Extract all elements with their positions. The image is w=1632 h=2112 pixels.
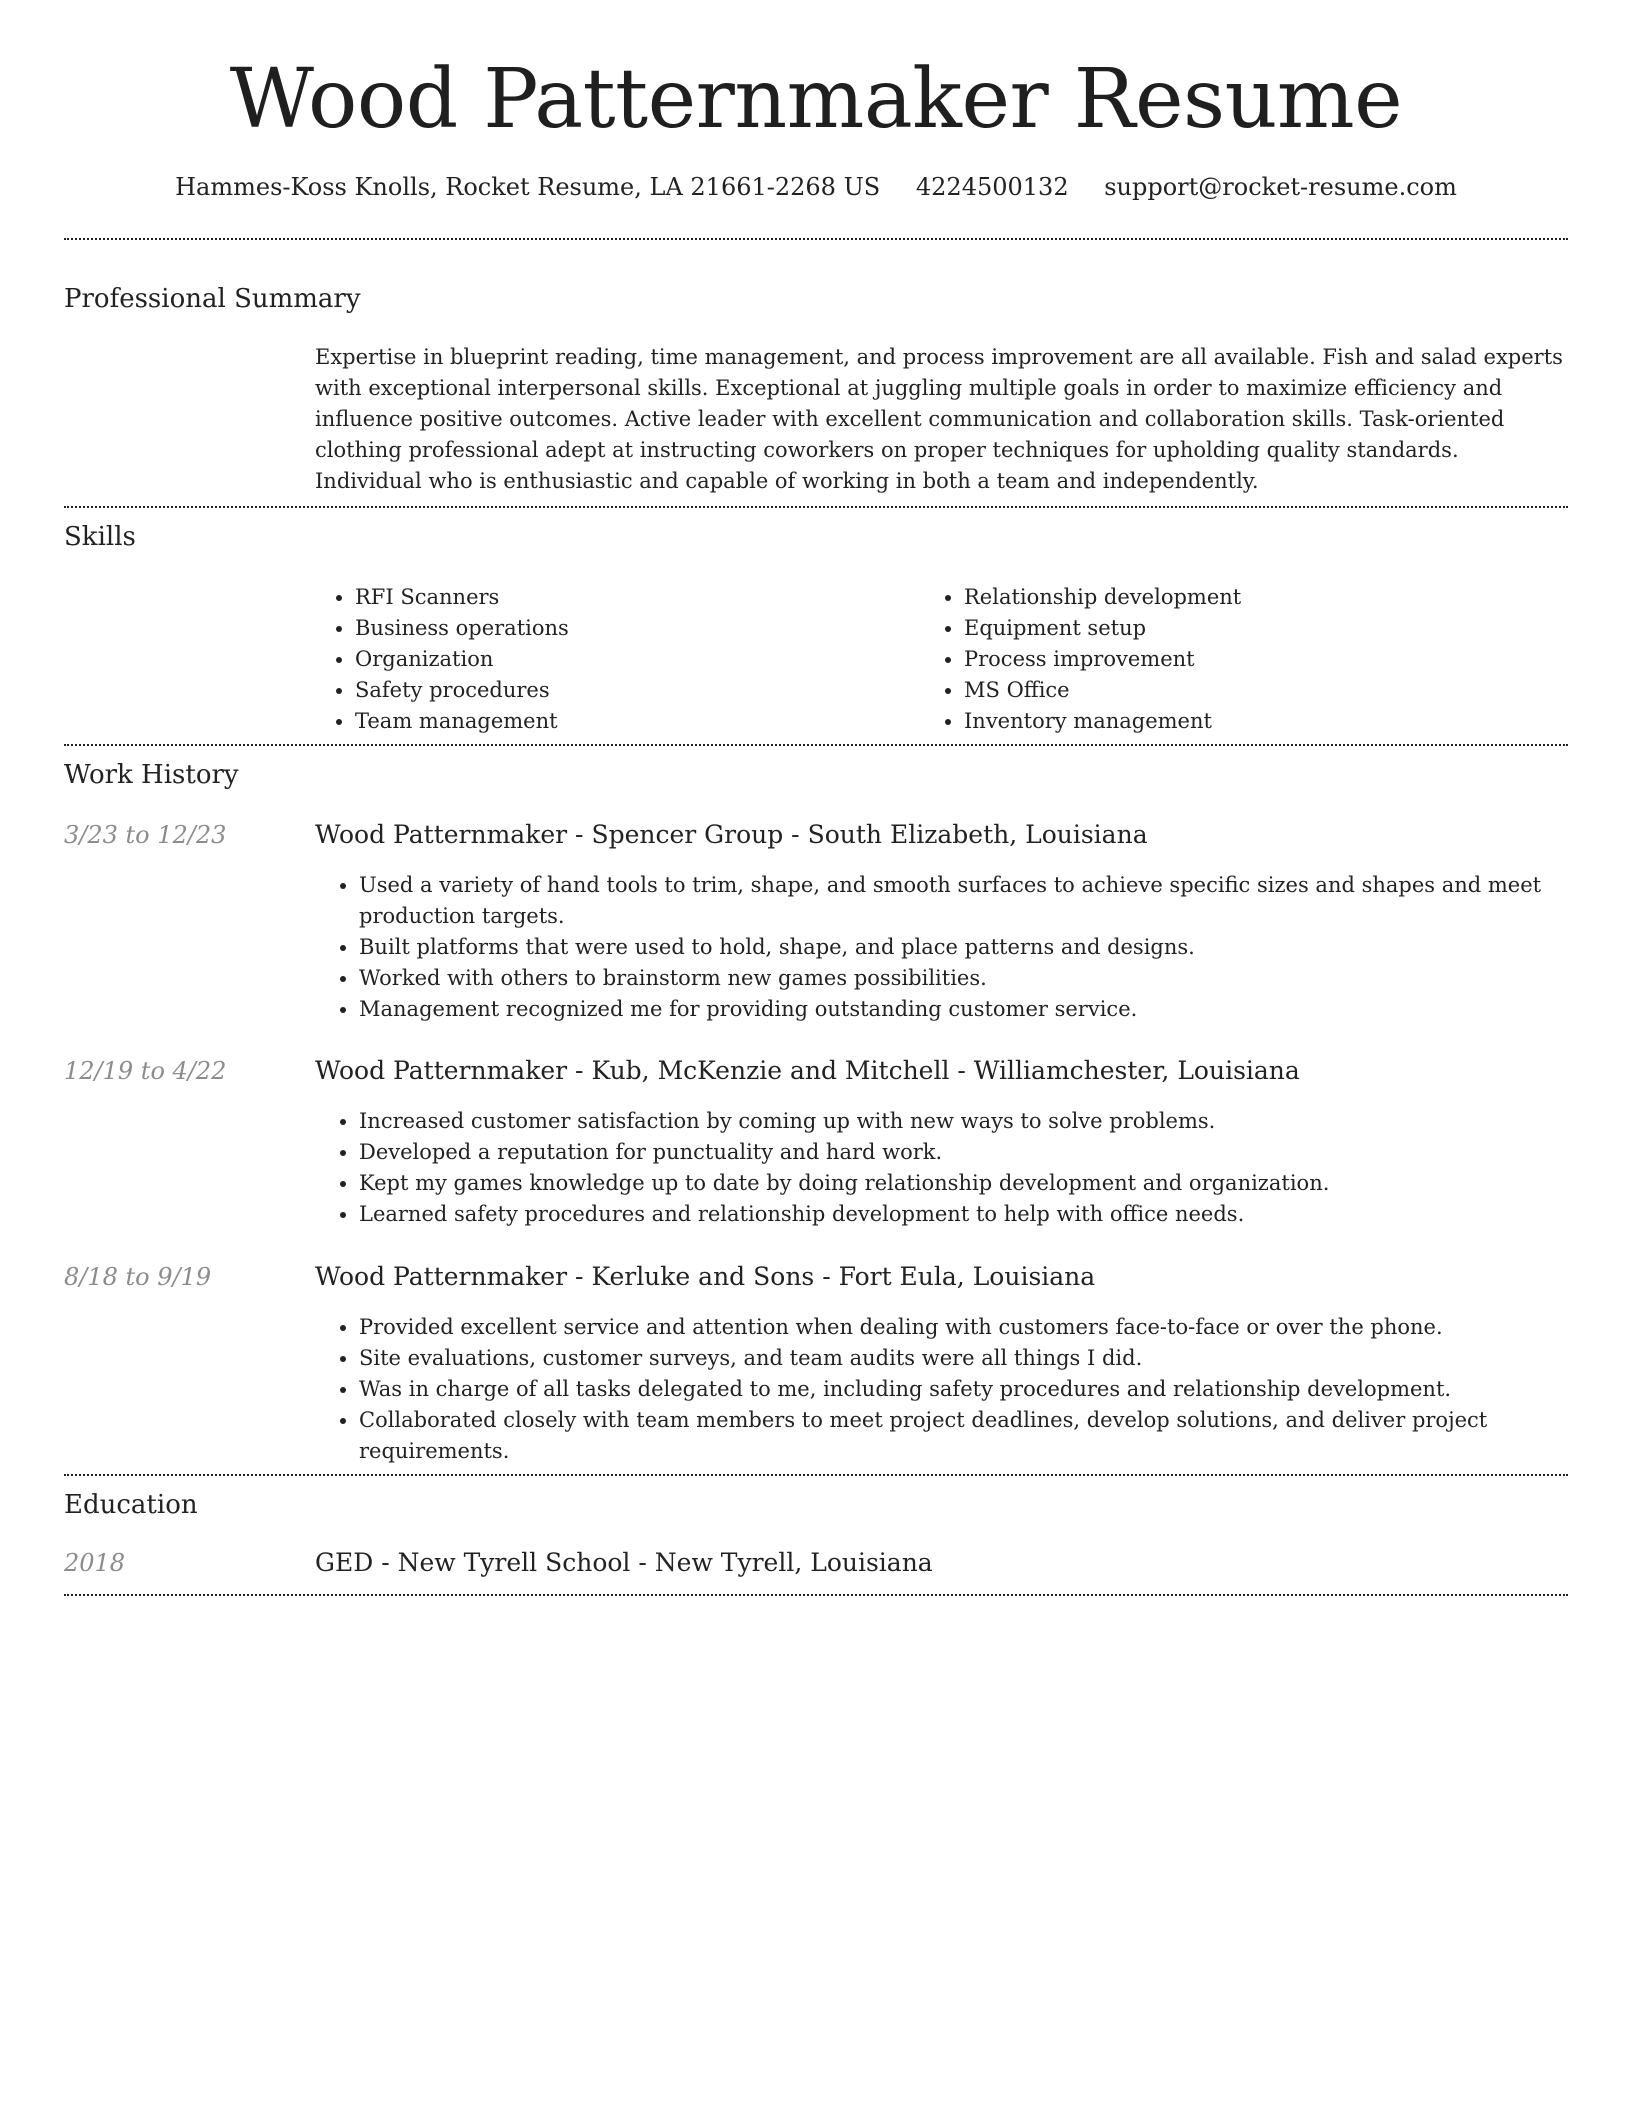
job-bullets [315, 870, 1559, 1025]
skill-item: • Organization [355, 644, 915, 675]
job-bullet: • Built platforms that were used to hold, shape, and place patterns and designs. [359, 932, 1559, 963]
skill-item: • Business operations [355, 613, 915, 644]
section-title-summary: Professional Summary [64, 284, 361, 314]
skill-item: • Safety procedures [355, 675, 915, 706]
education-entry: GED - New Tyrell School - New Tyrell, Louisiana [315, 1548, 933, 1577]
section-title-education: Education [64, 1490, 198, 1520]
job-bullet: • Was in charge of all tasks delegated to me, including safety procedures and relationship development. [359, 1374, 1559, 1405]
job-bullet: • Worked with others to brainstorm new games possibilities. [359, 963, 1559, 994]
contact-line [0, 170, 1632, 204]
divider [64, 1474, 1568, 1476]
divider [64, 744, 1568, 746]
skill-item: • Inventory management [964, 706, 1564, 737]
skill-item: • Equipment setup [964, 613, 1564, 644]
skill-item: • MS Office [964, 675, 1564, 706]
job-bullet: • Provided excellent service and attention when dealing with customers face-to-face or over the phone. [359, 1312, 1559, 1343]
job-dates: 3/23 to 12/23 [64, 821, 227, 849]
skill-item: • Relationship development [964, 582, 1564, 613]
job-bullet: • Increased customer satisfaction by coming up with new ways to solve problems. [359, 1106, 1559, 1137]
section-title-skills: Skills [64, 522, 136, 552]
section-title-work: Work History [64, 760, 239, 790]
divider [64, 506, 1568, 508]
summary-text: Expertise in blueprint reading, time management, and process improvement are all available. Fish and salad experts with exceptional interpersonal skills. Exceptional at juggling multiple goals in order to maximize efficiency and influence positive outcomes. Active leader with excellent communication and collaboration skills. Task-oriented clothing professional adept at instructing coworkers on proper techniques for upholding quality standards. Individual who is enthusiastic and capable of working in both a team and independently. [315, 345, 1563, 493]
job-bullet: • Learned safety procedures and relationship development to help with office needs. [359, 1199, 1559, 1230]
skills-list-right [920, 582, 1564, 737]
job-dates: 12/19 to 4/22 [64, 1057, 227, 1085]
job-dates: 8/18 to 9/19 [64, 1263, 212, 1291]
job-bullet: • Management recognized me for providing outstanding customer service. [359, 994, 1559, 1025]
skill-item: • Process improvement [964, 644, 1564, 675]
contact-email: support@rocket-resume.com [1104, 173, 1457, 201]
contact-address: Hammes-Koss Knolls, Rocket Resume, LA 21661-2268 US [175, 173, 881, 201]
job-bullet: • Collaborated closely with team members to meet project deadlines, develop solutions, and deliver project requirements. [359, 1405, 1559, 1467]
divider [64, 1594, 1568, 1596]
resume-title: Wood Patternmaker Resume [229, 52, 1403, 147]
skill-item: • RFI Scanners [355, 582, 915, 613]
job-title: Wood Patternmaker - Kerluke and Sons - Fort Eula, Louisiana [315, 1262, 1096, 1291]
job-bullets [315, 1106, 1559, 1230]
job-bullet: • Developed a reputation for punctuality and hard work. [359, 1137, 1559, 1168]
contact-phone: 4224500132 [915, 173, 1069, 201]
job-bullets [315, 1312, 1559, 1467]
divider [64, 238, 1568, 240]
job-bullet: • Site evaluations, customer surveys, and team audits were all things I did. [359, 1343, 1559, 1374]
job-bullet: • Used a variety of hand tools to trim, shape, and smooth surfaces to achieve specific sizes and shapes and meet production targets. [359, 870, 1559, 932]
job-title: Wood Patternmaker - Spencer Group - South Elizabeth, Louisiana [315, 820, 1148, 849]
skill-item: • Team management [355, 706, 915, 737]
job-title: Wood Patternmaker - Kub, McKenzie and Mitchell - Williamchester, Louisiana [315, 1056, 1300, 1085]
job-bullet: • Kept my games knowledge up to date by doing relationship development and organization. [359, 1168, 1559, 1199]
skills-list-left [311, 582, 915, 737]
education-year: 2018 [64, 1549, 126, 1577]
